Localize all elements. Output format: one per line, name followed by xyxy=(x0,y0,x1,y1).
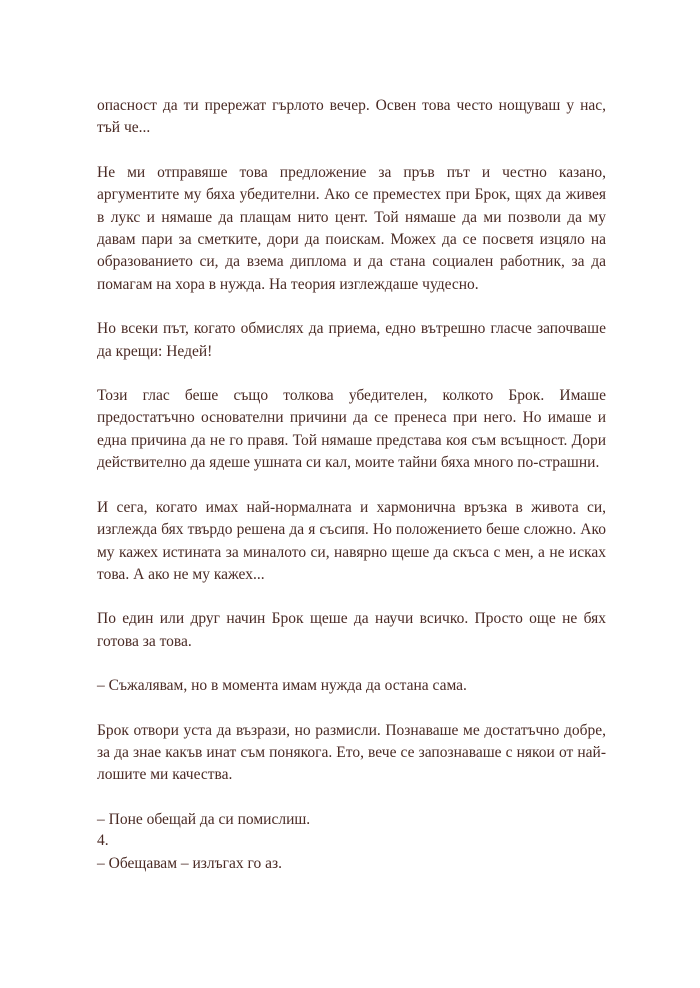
paragraph-10: – Обещавам – излъгах го аз. xyxy=(97,855,283,873)
body-text xyxy=(97,95,606,898)
paragraph-6: По един или друг начин Брок щеше да научи всичко. Просто още не бях готова за това. xyxy=(97,610,606,650)
paragraph-2: Не ми отправяше това предложение за пръв път и честно казано, аргументите му бяха убедителни. Ако се преместех при Брок, щях да живея в лукс и нямаше да плащам нито цент. Той нямаше да ми позволи да му давам пари за сметките, дори да поискам. Можех да се посветя изцяло на образованието си, да взема диплома и да стана социален работник, за да помагам на хора в нужда. На теория изглеждаше чудесно. xyxy=(97,163,606,293)
paragraph-1: опасност да ти прережат гърлото вечер. Освен това често нощуваш у нас, тъй че... xyxy=(97,97,606,137)
paragraph-3: Но всеки път, когато обмислях да приема, едно вътрешно гласче започваше да крещи: Недей! xyxy=(97,320,606,360)
paragraph-8: Брок отвори уста да възрази, но размисли. Познаваше ме достатъчно добре, за да знае какъв инат съм понякога. Ето, вече се запознаваше с някои от най-лошите ми качества. xyxy=(97,721,606,784)
paragraph-7: – Съжалявам, но в момента имам нужда да остана сама. xyxy=(97,677,467,695)
paragraph-4: Този глас беше също толкова убедителен, колкото Брок. Имаше предостатъчно основателни причини да се пренеса при него. Но имаше и една причина да не го правя. Той нямаше представа коя съм всъщност. Дори действително да ядеше ушната си кал, моите тайни бяха много по-страшни. xyxy=(97,387,606,472)
chapter-number: 4. xyxy=(97,832,109,849)
paragraph-9: – Поне обещай да си помислиш. xyxy=(97,810,311,828)
paragraph-5: И сега, когато имах най-нормалната и хармонична връзка в живота си, изглежда бях твърдо решена да я съсипя. Но положението беше сложно. Ако му кажех истината за миналото си, навярно щеше да скъса с мен, а не исках това. А ако не му кажех... xyxy=(97,498,606,583)
